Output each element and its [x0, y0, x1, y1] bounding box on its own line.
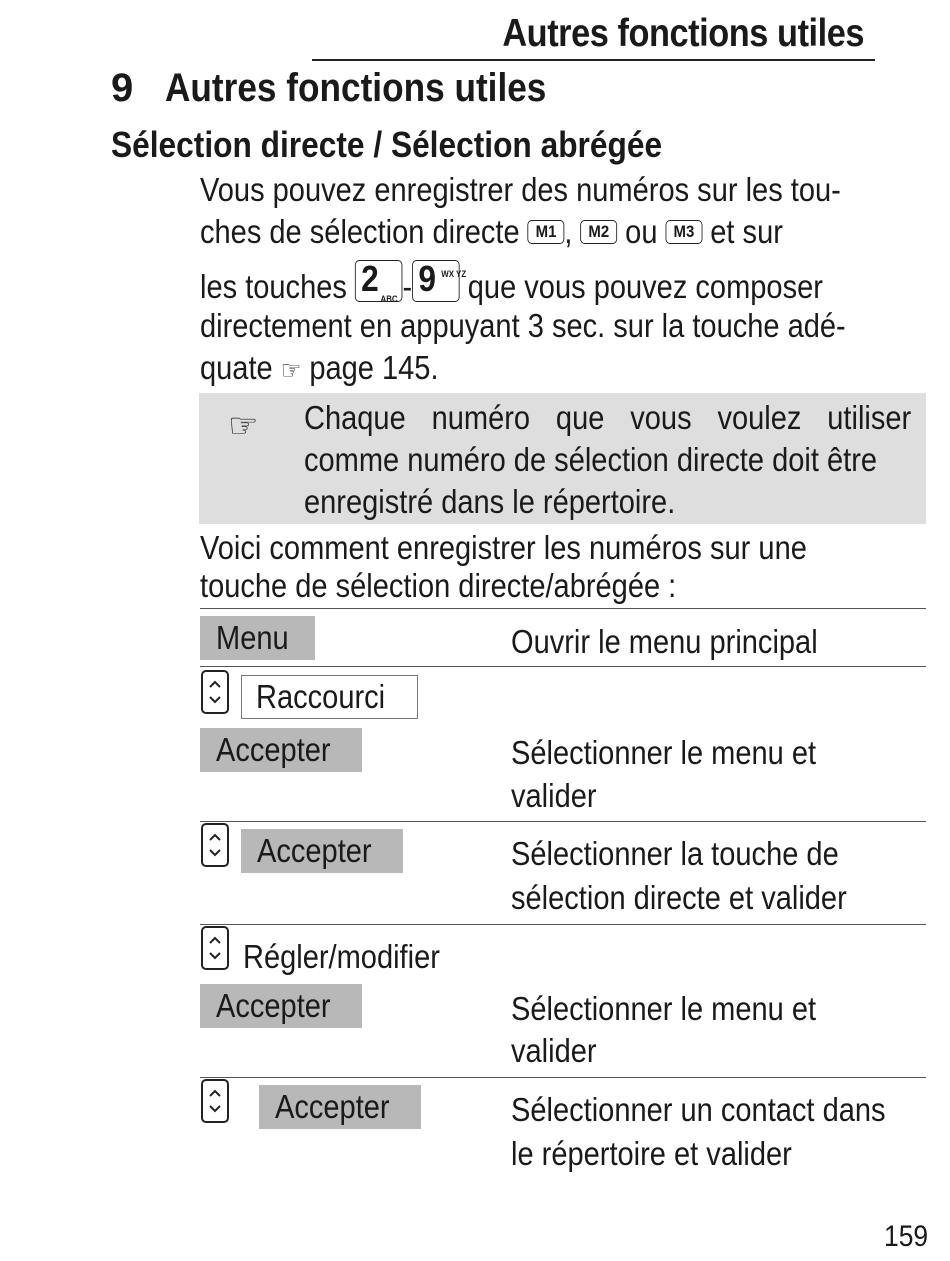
note-line-3: enregistré dans le répertoire.: [304, 483, 676, 520]
intro-text: quate: [200, 349, 273, 386]
key-2-icon: [355, 260, 403, 302]
step-4-description-line-1: Sélectionner le menu et: [511, 990, 817, 1027]
note-text: [304, 397, 911, 523]
key-2-digit: 2: [361, 258, 379, 299]
step-3-description-line-1: Sélectionner la touche de: [511, 835, 839, 872]
note-line-2: comme numéro de sélection directe doit être: [304, 441, 878, 478]
pointing-hand-icon: ☞: [228, 406, 259, 446]
header-rule: [312, 59, 875, 61]
accepter-softkey[interactable]: Accepter: [241, 829, 403, 873]
m3-key-icon: M3: [666, 220, 703, 244]
table-divider: [200, 924, 926, 925]
section-title: Sélection directe / Sélection abrégée: [111, 124, 663, 165]
key-9-letters: WX YZ: [441, 269, 467, 279]
up-down-nav-key-icon[interactable]: [201, 670, 229, 714]
steps-intro-line-2: touche de sélection directe/abrégée :: [200, 567, 677, 604]
accepter-softkey[interactable]: Accepter: [200, 728, 362, 772]
page-reference-link[interactable]: page 145.: [309, 349, 439, 386]
menu-entry-regler-modifier[interactable]: Régler/modifier: [243, 938, 440, 975]
m2-key-icon: M2: [580, 220, 617, 244]
table-divider: [200, 666, 926, 667]
running-header: Autres fonctions utiles: [502, 12, 864, 55]
m1-key-icon: M1: [528, 220, 565, 244]
up-down-nav-key-icon[interactable]: [201, 1079, 229, 1123]
step-4-description-line-2: valider: [511, 1032, 597, 1069]
pointing-hand-icon: ☞: [280, 356, 302, 386]
intro-text: les touches: [200, 268, 347, 305]
table-divider: [200, 608, 926, 609]
up-down-nav-key-icon[interactable]: [201, 823, 229, 867]
menu-entry-raccourci[interactable]: Raccourci: [241, 675, 418, 719]
intro-text: et sur: [710, 213, 783, 250]
steps-intro-line-1: Voici comment enregistrer les numéros sur une: [200, 529, 807, 566]
intro-line-1: Vous pouvez enregistrer des numéros sur les tou-: [200, 171, 841, 208]
chapter-title: Autres fonctions utiles: [165, 66, 547, 110]
table-divider: [200, 821, 926, 822]
note-line-1: Chaque numéro que vous voulez utiliser: [304, 399, 912, 436]
menu-softkey[interactable]: Menu: [200, 616, 315, 660]
page-number: 159: [883, 1220, 928, 1253]
intro-line-3: [200, 260, 823, 307]
step-2-description-line-2: valider: [511, 777, 597, 814]
intro-line-5: [200, 348, 439, 391]
step-5-description-line-1: Sélectionner un contact dans: [511, 1091, 886, 1128]
key-9-digit: 9: [418, 258, 436, 299]
step-5-description-line-2: le répertoire et valider: [511, 1135, 792, 1172]
intro-dash: -: [402, 268, 413, 305]
intro-line-2: [200, 212, 783, 252]
key-9-icon: [412, 258, 467, 302]
intro-text: ,: [564, 213, 573, 250]
intro-line-4: directement en appuyant 3 sec. sur la touche adé-: [200, 307, 846, 344]
up-down-nav-key-icon[interactable]: [201, 926, 229, 970]
step-1-description: Ouvrir le menu principal: [511, 623, 818, 660]
accepter-softkey[interactable]: Accepter: [200, 984, 362, 1028]
key-2-letters: ABC: [380, 294, 398, 304]
step-2-description-line-1: Sélectionner le menu et: [511, 734, 817, 771]
accepter-softkey[interactable]: Accepter: [259, 1085, 421, 1129]
table-divider: [200, 1077, 926, 1078]
intro-text: ches de sélection directe: [200, 213, 520, 250]
chapter-number: 9: [111, 66, 134, 110]
step-3-description-line-2: sélection directe et valider: [511, 879, 847, 916]
intro-text: ou: [625, 213, 658, 250]
intro-text: que vous pouvez composer: [467, 268, 823, 305]
